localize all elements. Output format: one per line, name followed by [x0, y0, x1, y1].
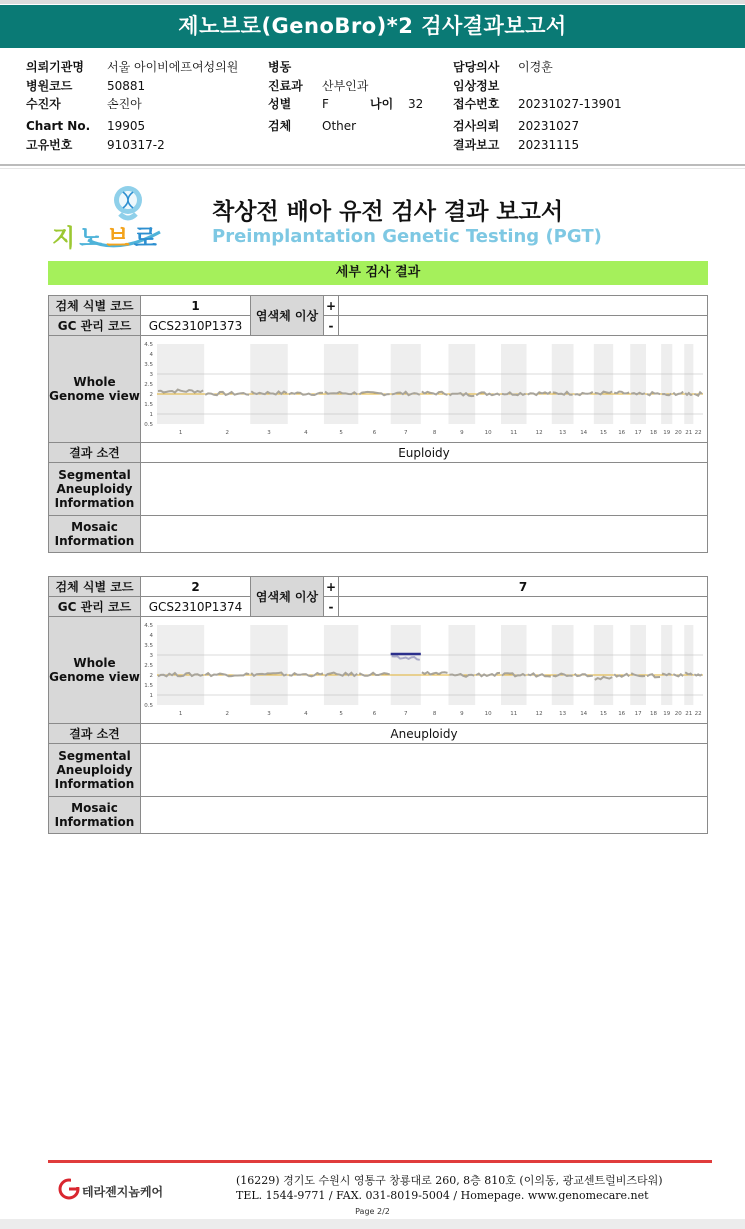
- x-tick-label: 8: [432, 711, 437, 717]
- x-tick-label: 20: [674, 430, 682, 436]
- mosaic-value: [141, 797, 707, 833]
- report-subheading: Preimplantation Genetic Testing (PGT): [212, 226, 602, 247]
- copy-number-trace: [476, 673, 500, 676]
- segmental-value: [141, 463, 707, 516]
- gain-value: 7: [339, 577, 707, 597]
- info-row: [26, 136, 256, 154]
- info-label: 병원코드: [26, 78, 73, 93]
- top-band: [0, 0, 745, 4]
- info-value: 910317-2: [107, 137, 165, 152]
- footer-address: [236, 1173, 663, 1203]
- footer-address-line: (16229) 경기도 수원시 영통구 창룡대로 260, 8층 810호 (이의동, 광교센트럴비즈타워): [236, 1174, 663, 1187]
- minus-sign: -: [324, 597, 339, 617]
- info-row: [268, 58, 438, 76]
- whole-genome-label: Whole Genome view: [49, 336, 141, 443]
- report-title-bar: 제노브로(GenoBro)*2 검사결과보고서: [0, 5, 745, 48]
- chromosome-band: [250, 625, 288, 705]
- loss-value: [339, 316, 707, 336]
- page-number: Page 2/2: [355, 1207, 390, 1216]
- plus-sign: +: [324, 577, 339, 597]
- copy-number-trace: [289, 393, 323, 396]
- y-tick-label: 3.5: [144, 362, 153, 368]
- gc-code-label: GC 관리 코드: [49, 597, 141, 617]
- info-row: [453, 77, 713, 95]
- x-tick-label: 9: [460, 711, 464, 717]
- info-value: 20231027-13901: [518, 97, 622, 111]
- info-row: [453, 58, 713, 76]
- y-tick-label: 1.5: [144, 402, 153, 408]
- info-value: 19905: [107, 119, 146, 134]
- info-value: 이경훈: [518, 60, 553, 74]
- x-tick-label: 19: [663, 711, 671, 717]
- company-logo-icon: [58, 1178, 80, 1200]
- info-row: [453, 117, 713, 135]
- minus-sign: -: [324, 316, 339, 336]
- x-tick-label: 22: [694, 430, 702, 436]
- info-label: 진료과: [268, 78, 303, 93]
- whole-genome-plot-cell: [141, 617, 707, 724]
- sample-code-label: 검체 식별 코드: [49, 577, 141, 597]
- info-label: 접수번호: [453, 97, 500, 111]
- chromosome-band: [157, 625, 204, 705]
- y-tick-label: 2.5: [144, 663, 153, 669]
- x-tick-label: 3: [267, 711, 271, 717]
- chromosome-band: [661, 344, 672, 424]
- chromosome-band: [391, 625, 421, 705]
- copy-number-trace: [205, 673, 249, 676]
- whole-genome-chart: [141, 617, 707, 722]
- x-tick-label: 1: [178, 430, 183, 436]
- x-tick-label: 15: [600, 711, 608, 717]
- x-tick-label: 12: [535, 430, 543, 436]
- chromosome-band: [391, 344, 421, 424]
- info-label: 검체: [268, 119, 292, 134]
- x-tick-label: 3: [267, 430, 271, 436]
- whole-genome-plot-cell: [141, 336, 707, 443]
- y-tick-label: 4.5: [144, 342, 153, 348]
- y-tick-label: 3.5: [144, 643, 153, 649]
- footer-divider: [48, 1160, 712, 1163]
- copy-number-trace: [575, 392, 593, 395]
- copy-number-trace: [528, 392, 551, 395]
- copy-number-trace: [476, 392, 500, 395]
- chromosome-band: [661, 625, 672, 705]
- x-tick-label: 13: [559, 711, 567, 717]
- chromosome-abnormality-label: 염색체 이상: [251, 577, 324, 617]
- info-row: [268, 95, 438, 113]
- info-row: [268, 77, 438, 95]
- info-value: 20231027: [518, 119, 580, 134]
- info-row: [268, 117, 438, 135]
- info-row: [26, 58, 256, 76]
- info-label: 임상정보: [453, 78, 500, 93]
- chromosome-band: [684, 344, 693, 424]
- copy-number-trace: [422, 672, 448, 674]
- chromosome-band: [684, 625, 693, 705]
- segmental-value: [141, 744, 707, 797]
- x-tick-label: 8: [432, 430, 437, 436]
- x-tick-label: 11: [510, 711, 518, 717]
- info-value: 50881: [107, 78, 146, 93]
- segmental-label: Segmental Aneuploidy Information: [49, 744, 141, 797]
- x-tick-label: 6: [372, 430, 377, 436]
- age-value: 32: [408, 97, 424, 111]
- chromosome-band: [630, 625, 646, 705]
- x-tick-label: 2: [225, 430, 229, 436]
- copy-number-trace: [614, 392, 629, 394]
- x-tick-label: 21: [685, 711, 693, 717]
- x-tick-label: 21: [685, 430, 693, 436]
- x-tick-label: 16: [618, 430, 626, 436]
- info-row: [26, 77, 256, 95]
- sample-block-1: [48, 295, 708, 553]
- x-tick-label: 4: [304, 711, 308, 717]
- x-tick-label: 5: [339, 430, 343, 436]
- y-tick-label: 4.5: [144, 623, 153, 629]
- chromosome-band: [594, 344, 613, 424]
- info-divider-thin: [0, 168, 745, 169]
- y-tick-label: 1.5: [144, 683, 153, 689]
- chromosome-band: [250, 344, 288, 424]
- info-label: 고유번호: [26, 137, 73, 152]
- x-tick-label: 7: [403, 430, 408, 436]
- info-label: 수진자: [26, 97, 61, 111]
- x-tick-label: 11: [510, 430, 518, 436]
- gc-code-value: GCS2310P1373: [141, 316, 251, 336]
- y-tick-label: 1: [149, 412, 153, 418]
- chromosome-band: [630, 344, 646, 424]
- result-label: 결과 소견: [49, 443, 141, 463]
- x-tick-label: 5: [339, 711, 343, 717]
- gc-code-value: GCS2310P1374: [141, 597, 251, 617]
- chromosome-band: [594, 625, 613, 705]
- chromosome-band: [324, 344, 358, 424]
- chromosome-abnormality-label: 염색체 이상: [251, 296, 324, 336]
- y-tick-label: 4: [149, 633, 153, 639]
- whole-genome-chart: [141, 336, 707, 441]
- x-tick-label: 2: [225, 711, 229, 717]
- x-tick-label: 12: [535, 711, 543, 717]
- copy-number-trace: [205, 392, 249, 395]
- info-value: 손진아: [107, 97, 142, 111]
- genobro-logo-text: 지노브로: [52, 224, 161, 252]
- y-tick-label: 0.5: [144, 422, 153, 428]
- info-label: 결과보고: [453, 137, 500, 152]
- chromosome-band: [552, 344, 574, 424]
- age-label: 나이: [370, 97, 394, 111]
- x-tick-label: 14: [580, 711, 588, 717]
- x-tick-label: 17: [634, 711, 642, 717]
- info-row: [453, 136, 713, 154]
- info-row: [26, 95, 256, 113]
- section-title: 세부 검사 결과: [48, 261, 708, 285]
- info-label: 담당의사: [453, 60, 500, 74]
- copy-number-trace: [631, 393, 645, 395]
- info-divider: [0, 164, 745, 166]
- x-tick-label: 16: [618, 711, 626, 717]
- y-tick-label: 0.5: [144, 703, 153, 709]
- info-value: Other: [322, 119, 357, 134]
- sample-block-2: [48, 576, 708, 834]
- info-row: [26, 117, 256, 135]
- info-value: F: [322, 97, 329, 111]
- sample-code-label: 검체 식별 코드: [49, 296, 141, 316]
- x-tick-label: 10: [484, 711, 492, 717]
- y-tick-label: 4: [149, 352, 153, 358]
- mosaic-value: [141, 516, 707, 552]
- report-heading: 착상전 배아 유전 검사 결과 보고서: [212, 199, 564, 225]
- result-label: 결과 소견: [49, 724, 141, 744]
- chromosome-band: [324, 625, 358, 705]
- x-tick-label: 15: [600, 430, 608, 436]
- x-tick-label: 18: [650, 711, 658, 717]
- copy-number-trace: [694, 392, 702, 395]
- y-tick-label: 3: [149, 372, 153, 378]
- footer-contact-line: TEL. 1544-9771 / FAX. 031-8019-5004 / Homepage. www.genomecare.net: [236, 1189, 649, 1202]
- gc-code-label: GC 관리 코드: [49, 316, 141, 336]
- info-row: [453, 95, 713, 113]
- x-tick-label: 22: [694, 711, 702, 717]
- whole-genome-label: Whole Genome view: [49, 617, 141, 724]
- chromosome-band: [501, 344, 527, 424]
- x-tick-label: 6: [372, 711, 377, 717]
- result-value: Aneuploidy: [141, 724, 707, 744]
- x-tick-label: 13: [559, 430, 567, 436]
- y-tick-label: 1: [149, 693, 153, 699]
- x-tick-label: 17: [634, 430, 642, 436]
- segmental-label: Segmental Aneuploidy Information: [49, 463, 141, 516]
- chromosome-band: [501, 625, 527, 705]
- info-value: 산부인과: [322, 78, 369, 93]
- chromosome-band: [157, 344, 204, 424]
- info-value: 20231115: [518, 137, 580, 152]
- x-tick-label: 19: [663, 430, 671, 436]
- gain-value: [339, 296, 707, 316]
- mosaic-label: Mosaic Information: [49, 516, 141, 552]
- info-label: 검사의뢰: [453, 119, 500, 134]
- chromosome-band: [448, 344, 475, 424]
- sample-code-value: 1: [141, 296, 251, 316]
- plus-sign: +: [324, 296, 339, 316]
- y-tick-label: 2.5: [144, 382, 153, 388]
- bottom-band: [0, 1219, 745, 1229]
- sample-code-value: 2: [141, 577, 251, 597]
- company-name: 테라젠지놈케어: [82, 1185, 164, 1199]
- loss-value: [339, 597, 707, 617]
- info-label: 성별: [268, 97, 292, 111]
- info-label: 의뢰기관명: [26, 60, 84, 74]
- copy-number-trace: [694, 674, 702, 675]
- x-tick-label: 14: [580, 430, 588, 436]
- x-tick-label: 9: [460, 430, 464, 436]
- x-tick-label: 1: [178, 711, 183, 717]
- result-value: Euploidy: [141, 443, 707, 463]
- x-tick-label: 20: [674, 711, 682, 717]
- x-tick-label: 7: [403, 711, 408, 717]
- chromosome-band: [448, 625, 475, 705]
- info-label: 병동: [268, 60, 292, 74]
- mosaic-label: Mosaic Information: [49, 797, 141, 833]
- y-tick-label: 3: [149, 653, 153, 659]
- y-tick-label: 2: [149, 673, 153, 679]
- info-value: 서울 아이비에프여성의원: [107, 60, 239, 74]
- chromosome-band: [552, 625, 574, 705]
- x-tick-label: 4: [304, 430, 308, 436]
- x-tick-label: 10: [484, 430, 492, 436]
- info-label: Chart No.: [26, 119, 91, 134]
- y-tick-label: 2: [149, 392, 153, 398]
- x-tick-label: 18: [650, 430, 658, 436]
